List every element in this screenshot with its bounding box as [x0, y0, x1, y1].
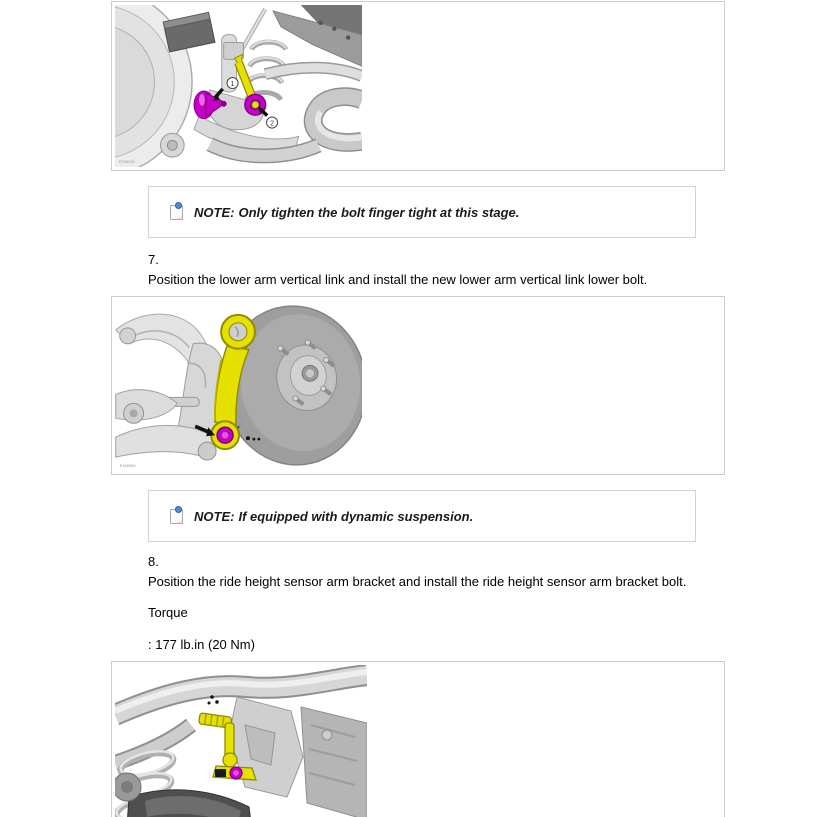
step-instruction: Position the ride height sensor arm bracket and install the ride height sensor arm bracket bolt. — [148, 574, 687, 589]
figure-code: E186359 — [119, 463, 136, 469]
callout-1 — [227, 78, 238, 89]
note-body: If equipped with dynamic suspension. — [238, 508, 474, 524]
retainer-clip — [215, 769, 226, 777]
figure-1-suspension-illustration — [115, 5, 362, 167]
highlight-sensor-bolt — [230, 767, 242, 779]
note-box-2 — [148, 490, 696, 542]
step-8 — [148, 552, 725, 592]
callout-2-label: 2 — [270, 120, 274, 128]
note-prefix: NOTE: — [194, 508, 235, 524]
figure-box-2 — [111, 296, 725, 475]
note-box-1 — [148, 186, 696, 238]
torque-label: Torque — [148, 605, 188, 620]
note-icon — [170, 205, 183, 220]
note-body: Only tighten the bolt finger tight at this stage. — [238, 204, 520, 220]
torque-value: : 177 lb.in (20 Nm) — [148, 637, 255, 652]
figure-box-1 — [111, 1, 725, 171]
figure-code: E195269 — [118, 159, 135, 165]
callout-2 — [267, 117, 278, 128]
procedure-content — [111, 0, 725, 817]
step-instruction: Position the lower arm vertical link and install the new lower arm vertical link lower bolt. — [148, 272, 648, 287]
callout-1-label: 1 — [230, 81, 235, 88]
note-text — [194, 509, 473, 524]
step-number: 7. — [148, 252, 159, 267]
note-text — [194, 205, 519, 220]
step-number: 8. — [148, 554, 159, 569]
note-icon — [170, 509, 183, 524]
figure-3-ride-height-sensor-illustration — [115, 665, 367, 817]
figure-2-knuckle-illustration — [115, 300, 362, 471]
note-prefix: NOTE: — [194, 204, 235, 220]
highlight-lower-bolt — [217, 427, 233, 443]
figure-box-3 — [111, 661, 725, 817]
step-7 — [148, 250, 725, 290]
